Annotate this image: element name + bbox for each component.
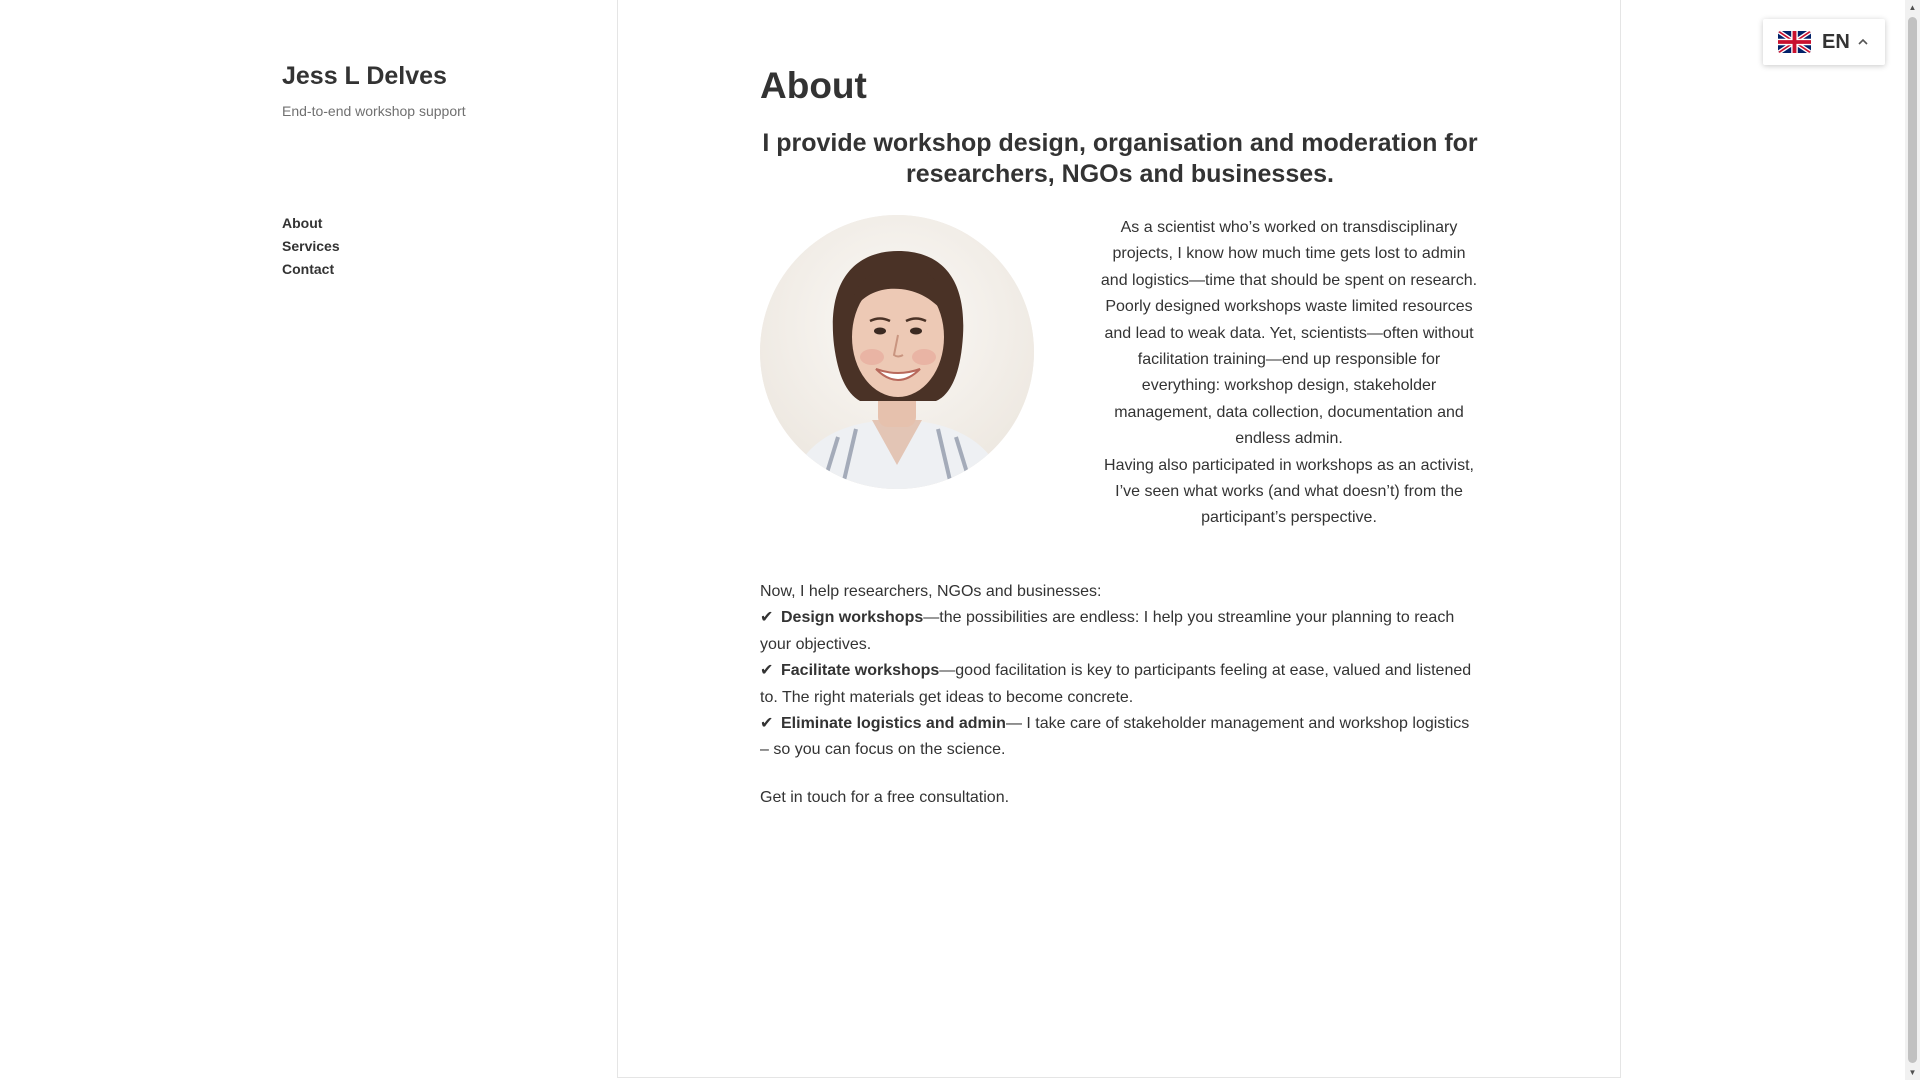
intro-paragraph: As a scientist who’s worked on transdisciplinary projects, I know how much time gets lost to admin and logistics—time that should be spent on research. Poorly designed workshops waste limited resources and lead to weak data. Yet, scientists—often without facilitation training—end up responsible for everything: workshop design, stakeholder management, data collection, documentation and endless admin. [1100,219,1478,448]
service-title: Design workshops [781,609,924,627]
scrollbar-thumb[interactable] [1908,17,1917,1063]
services-section [760,579,1480,811]
service-title: Eliminate logistics and admin [781,715,1006,733]
nav-item-services[interactable]: Services [282,238,340,254]
language-switcher[interactable] [1763,19,1885,65]
check-icon: ✔ [760,609,774,627]
cta-text: Get in touch for a free consultation. [760,788,1010,806]
language-code: EN [1822,30,1850,53]
service-item [760,605,1480,658]
page-title: About [760,65,867,106]
intro-text [1099,215,1479,532]
nav-item-contact[interactable]: Contact [282,261,335,277]
main-nav [282,212,340,281]
content-panel [617,0,1621,1078]
vertical-scrollbar[interactable] [1905,0,1920,1080]
intro-paragraph: Having also participated in workshops as an activist, I’ve seen what works (and what doesn’t) from the participant’s perspective. [1104,456,1474,527]
chevron-up-icon [1857,36,1869,48]
lead-heading: I provide workshop design, organisation and moderation for researchers, NGOs and businesses. [762,129,1478,188]
site-title[interactable]: Jess L Delves [282,62,447,90]
check-icon: ✔ [760,715,774,733]
sidebar [0,0,617,1080]
scroll-down-arrow-icon[interactable]: ▼ [1908,1068,1917,1077]
service-item [760,711,1480,764]
service-description: — I take care of stakeholder management and workshop logistics – so you can focus on the science. [760,715,1470,759]
portrait-photo [760,215,1034,489]
services-intro: Now, I help researchers, NGOs and businesses: [760,583,1102,600]
nav-item-about[interactable]: About [282,215,323,231]
service-description: —the possibilities are endless: I help you streamline your planning to reach your objectives. [760,609,1455,653]
site-tagline: End-to-end workshop support [282,103,466,119]
scroll-up-arrow-icon[interactable]: ▲ [1908,3,1917,12]
service-title: Facilitate workshops [781,662,940,680]
uk-flag-icon [1778,29,1811,55]
service-description: —good facilitation is key to participants feeling at ease, valued and listened to. The right materials get ideas to become concrete. [760,662,1472,706]
check-icon: ✔ [760,662,774,680]
service-item [760,658,1480,711]
